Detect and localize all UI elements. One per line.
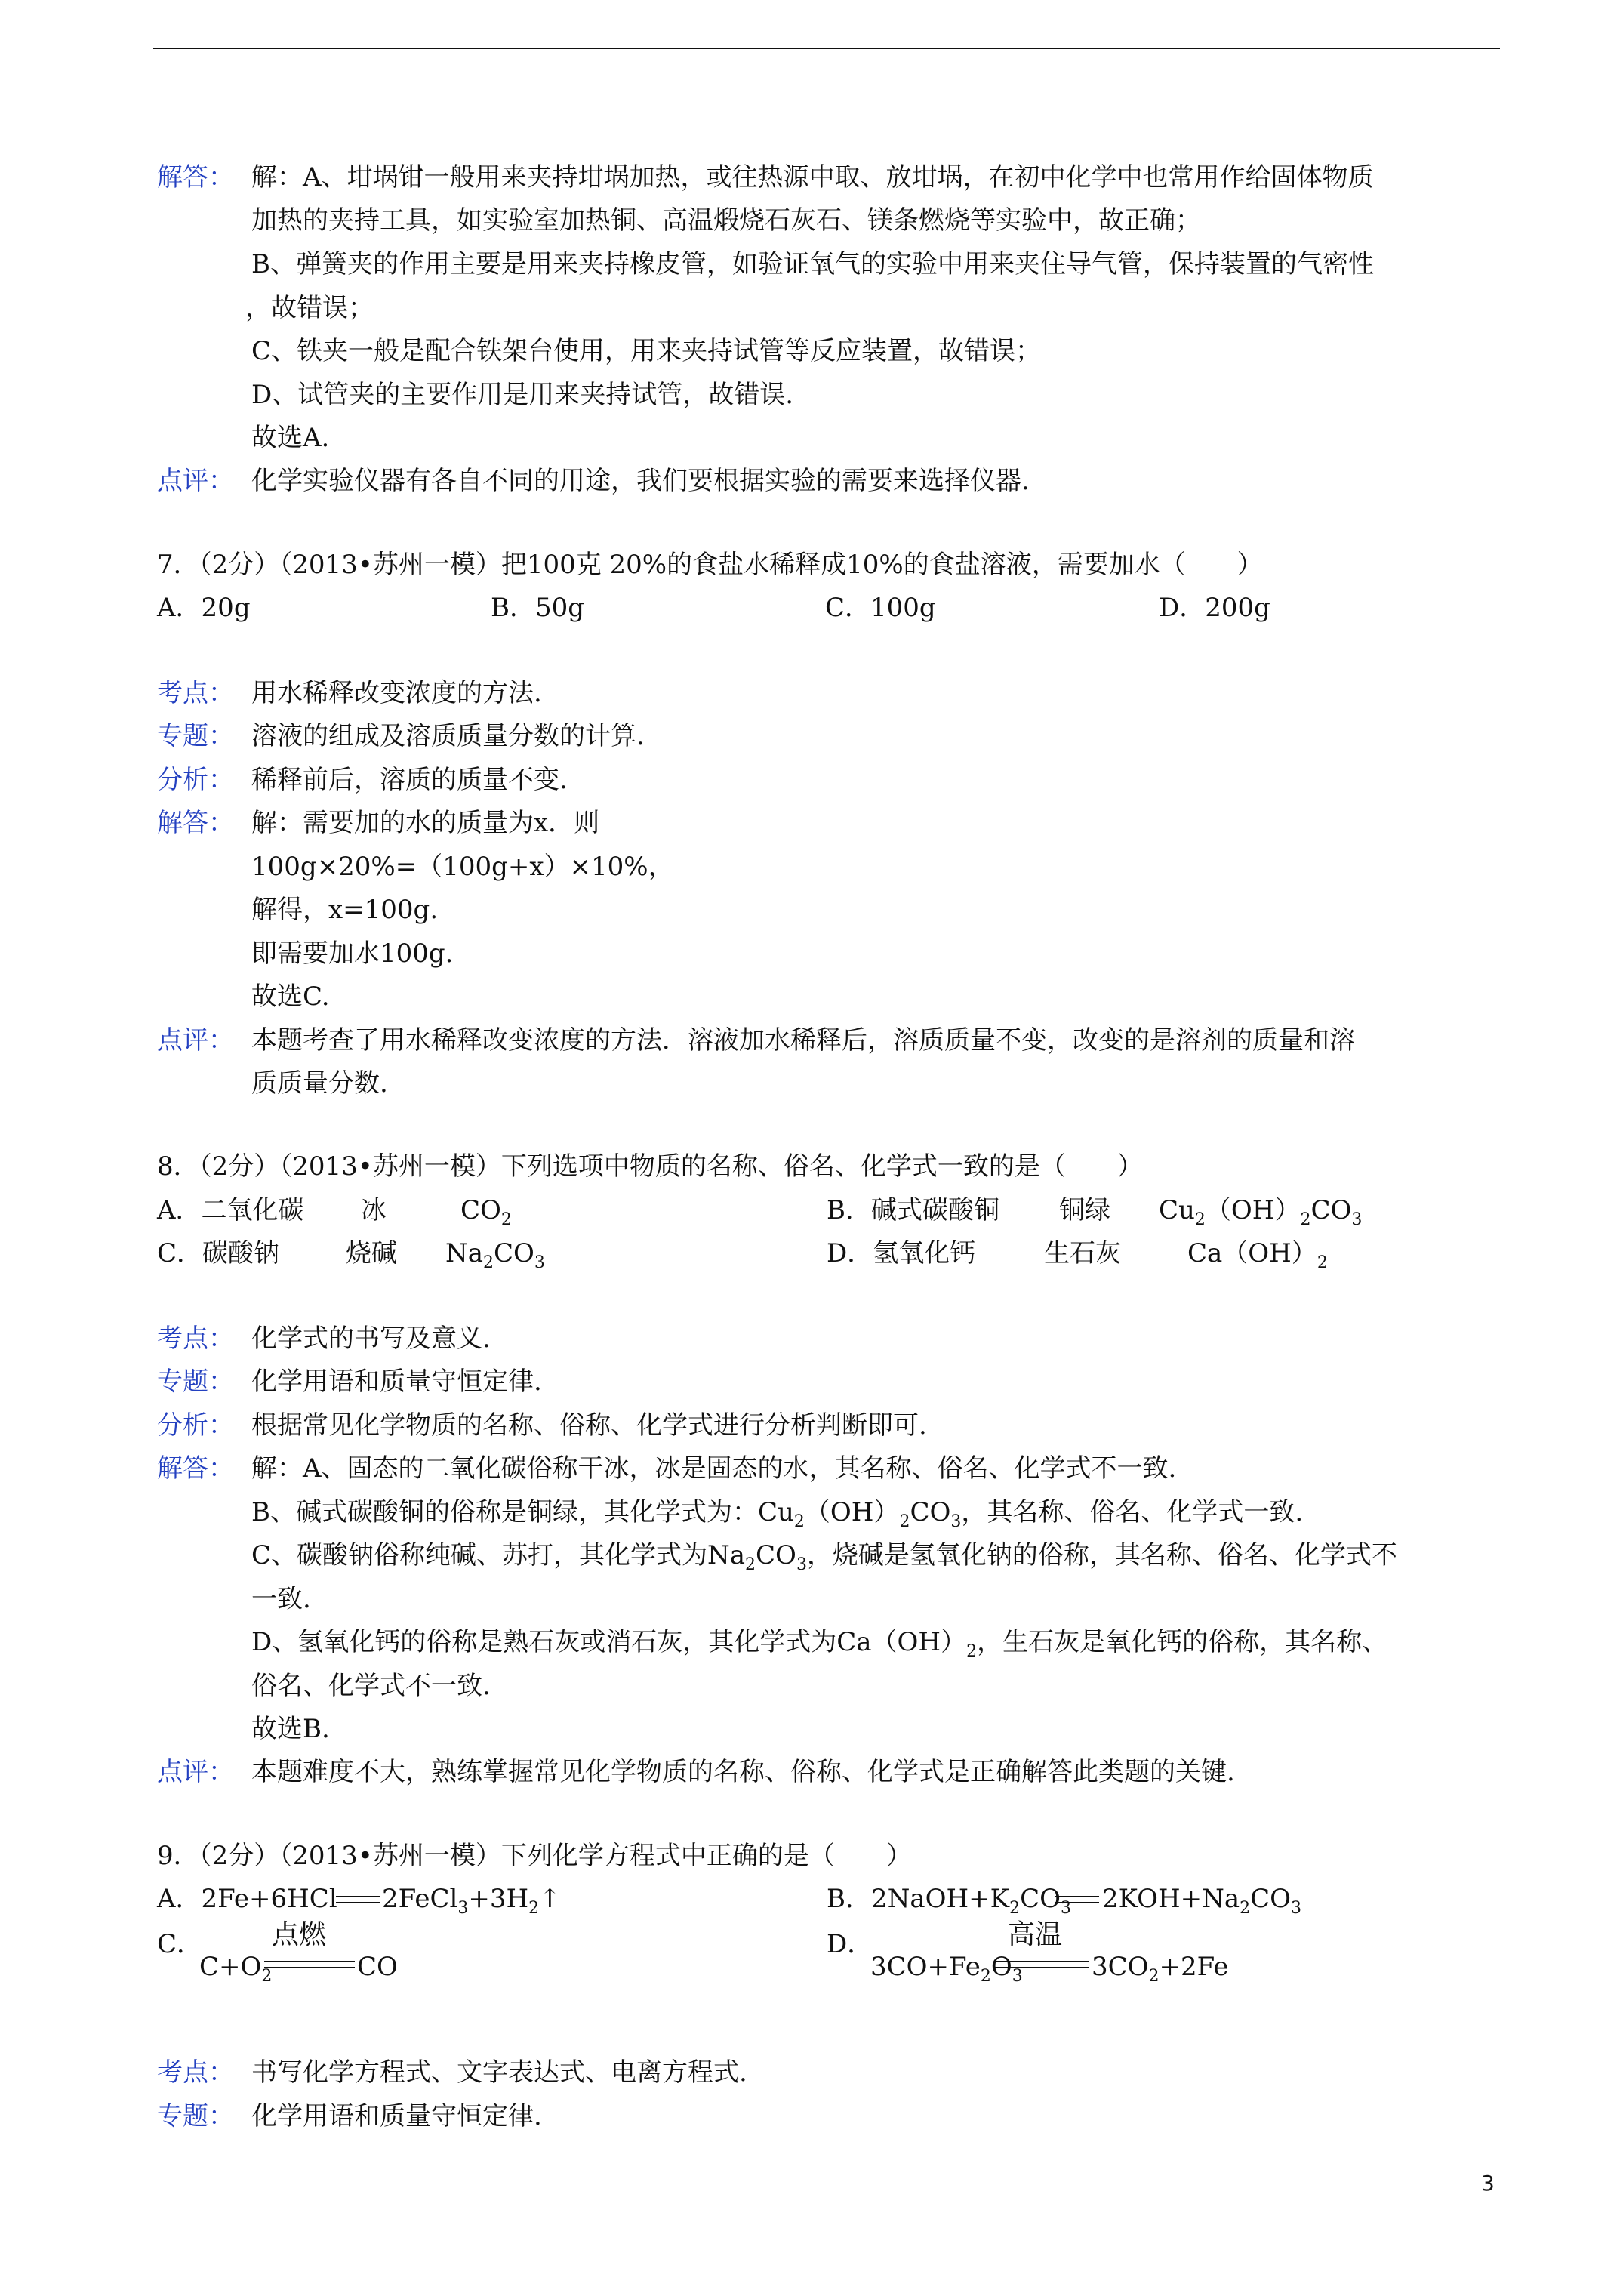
answer-line: B、弹簧夹的作用主要是用来夹持橡皮管，如验证氧气的实验中用来夹住导气管，保持装置的气密性 (251, 249, 1374, 279)
zhuanti-text: 溶液的组成及溶质质量分数的计算. (251, 721, 645, 751)
answer-line: 解：A、坩埚钳一般用来夹持坩埚加热，或往热源中取、放坩埚，在初中化学中也常用作给固体物质 (251, 162, 1374, 193)
fenxi-text: 稀释前后，溶质的质量不变. (251, 765, 568, 795)
option-d: D．200g (1159, 593, 1270, 623)
question-stem: 9．（2分）（2013•苏州一模）下列化学方程式中正确的是（ ） (157, 1841, 912, 1871)
answer-line: ，故错误； (245, 293, 374, 323)
option-a: A．20g (157, 593, 251, 623)
option-c-eq-left: $C+O_2$ (199, 1952, 273, 1986)
option-d-name: D．氢氧化钙 (827, 1238, 976, 1268)
zhuanti-text: 化学用语和质量守恒定律. (251, 2101, 542, 2131)
gas-arrow: ↑ (539, 1884, 561, 1914)
answer-line: 俗名、化学式不一致. (251, 1671, 491, 1701)
option-b-name: B．碱式碳酸铜 (827, 1195, 999, 1225)
option-d-label: D． (827, 1929, 873, 1959)
zhuanti-label: 专题： (157, 721, 234, 751)
kaodian-label: 考点： (157, 2057, 234, 2088)
dianping-label: 点评： (157, 1025, 234, 1056)
option-b-formula: $Cu_2(OH)_2CO_3$ (1159, 1195, 1363, 1229)
comment-text: 化学实验仪器有各自不同的用途，我们要根据实验的需要来选择仪器. (251, 466, 1030, 496)
option-c-eq-right: CO (357, 1952, 398, 1982)
option-c-common-name: 烧碱 (346, 1238, 397, 1268)
option-b-eq-right: $2KOH+Na_2CO_3$ (1102, 1884, 1302, 1918)
equals-sign (1055, 1896, 1099, 1903)
answer-line: B、碱式碳酸铜的俗称是铜绿，其化学式为：$Cu_2(OH)_2CO_3$，其名称、俗名、化学式一致. (251, 1497, 1304, 1531)
header-rule (153, 48, 1500, 49)
answer-line: D、试管夹的主要作用是用来夹持试管，故错误. (251, 380, 794, 410)
kaodian-text: 书写化学方程式、文字表达式、电离方程式. (251, 2057, 747, 2088)
kaodian-label: 考点： (157, 1324, 234, 1354)
comment-text: 本题难度不大，熟练掌握常见化学物质的名称、俗称、化学式是正确解答此类题的关键. (251, 1757, 1235, 1787)
answer-line: 100g×20%=（100g+x）×10%， (251, 852, 674, 882)
fenxi-text: 根据常见化学物质的名称、俗称、化学式进行分析判断即可. (251, 1410, 927, 1441)
kaodian-text: 用水稀释改变浓度的方法. (251, 678, 542, 708)
option-b-eq-left: B．$2NaOH+K_2CO_3$ (827, 1884, 1071, 1918)
option-b: B．50g (491, 593, 585, 623)
answer-line: 故选A. (251, 423, 330, 453)
dianping-label: 点评： (157, 1757, 234, 1787)
question-stem: 7．（2分）（2013•苏州一模）把100克 20%的食盐水稀释成10%的食盐溶液，需要加水（ ） (157, 550, 1263, 580)
answer-line: 一致. (251, 1584, 311, 1614)
kaodian-text: 化学式的书写及意义. (251, 1324, 491, 1354)
answer-line: 解：需要加的水的质量为x．则 (251, 808, 600, 838)
option-d-common-name: 生石灰 (1044, 1238, 1121, 1268)
reaction-condition: 点燃 (272, 1919, 327, 1950)
option-d-eq-left: $3CO+Fe_2O_3$ (870, 1952, 1023, 1986)
jieda-label: 解答： (157, 162, 234, 193)
equals-sign (336, 1896, 380, 1903)
fenxi-label: 分析： (157, 765, 234, 795)
answer-line: 故选B. (251, 1714, 330, 1744)
answer-line: 解：A、固态的二氧化碳俗称干冰，冰是固态的水，其名称、俗名、化学式不一致. (251, 1453, 1177, 1484)
option-a-name: A．二氧化碳 (157, 1195, 304, 1225)
option-d-formula: $Ca(OH)_2$ (1187, 1238, 1328, 1272)
option-c: C．100g (825, 593, 936, 623)
equals-sign (995, 1961, 1089, 1968)
option-c-label: C． (157, 1929, 203, 1959)
zhuanti-label: 专题： (157, 1367, 234, 1397)
option-a-common-name: 冰 (361, 1195, 387, 1225)
option-c-formula: $Na_2CO_3$ (445, 1238, 545, 1272)
dianping-label: 点评： (157, 466, 234, 496)
answer-line: 解得，x=100g. (251, 895, 439, 925)
option-c-name: C．碳酸钠 (157, 1238, 280, 1268)
option-a-formula: $CO_2$ (460, 1195, 512, 1229)
answer-line: C、铁夹一般是配合铁架台使用，用来夹持试管等反应装置，故错误； (251, 336, 1042, 366)
answer-line: 即需要加水100g. (251, 938, 454, 969)
answer-line: 故选C. (251, 982, 330, 1012)
option-a-eq-right: $2FeCl_3+3H_2↑$ (382, 1884, 561, 1918)
jieda-label: 解答： (157, 1453, 234, 1484)
answer-line: 加热的夹持工具，如实验室加热铜、高温煅烧石灰石、镁条燃烧等实验中，故正确； (251, 205, 1201, 236)
answer-line: D、氢氧化钙的俗称是熟石灰或消石灰，其化学式为$Ca(OH)_2$，生石灰是氧化钙的俗称，其名称、 (251, 1627, 1388, 1661)
option-a-eq-left: A．2Fe+6HCl (157, 1884, 337, 1914)
zhuanti-text: 化学用语和质量守恒定律. (251, 1367, 542, 1397)
comment-line: 本题考查了用水稀释改变浓度的方法．溶液加水稀释后，溶质质量不变，改变的是溶剂的质量和溶 (251, 1025, 1355, 1056)
zhuanti-label: 专题： (157, 2101, 234, 2131)
page-number: 3 (1481, 2171, 1495, 2196)
question-stem: 8．（2分）（2013•苏州一模）下列选项中物质的名称、俗名、化学式一致的是（ ） (157, 1151, 1143, 1182)
equals-sign (264, 1961, 355, 1968)
option-b-common-name: 铜绿 (1059, 1195, 1110, 1225)
answer-line: C、碳酸钠俗称纯碱、苏打，其化学式为$Na_2CO_3$，烧碱是氢氧化钠的俗称，其名称、俗名、化学式不 (251, 1540, 1397, 1574)
kaodian-label: 考点： (157, 678, 234, 708)
fenxi-label: 分析： (157, 1410, 234, 1441)
reaction-condition: 高温 (1008, 1919, 1063, 1950)
option-d-eq-right: $3CO_2+2Fe$ (1092, 1952, 1229, 1986)
comment-line: 质质量分数. (251, 1068, 388, 1099)
jieda-label: 解答： (157, 808, 234, 838)
